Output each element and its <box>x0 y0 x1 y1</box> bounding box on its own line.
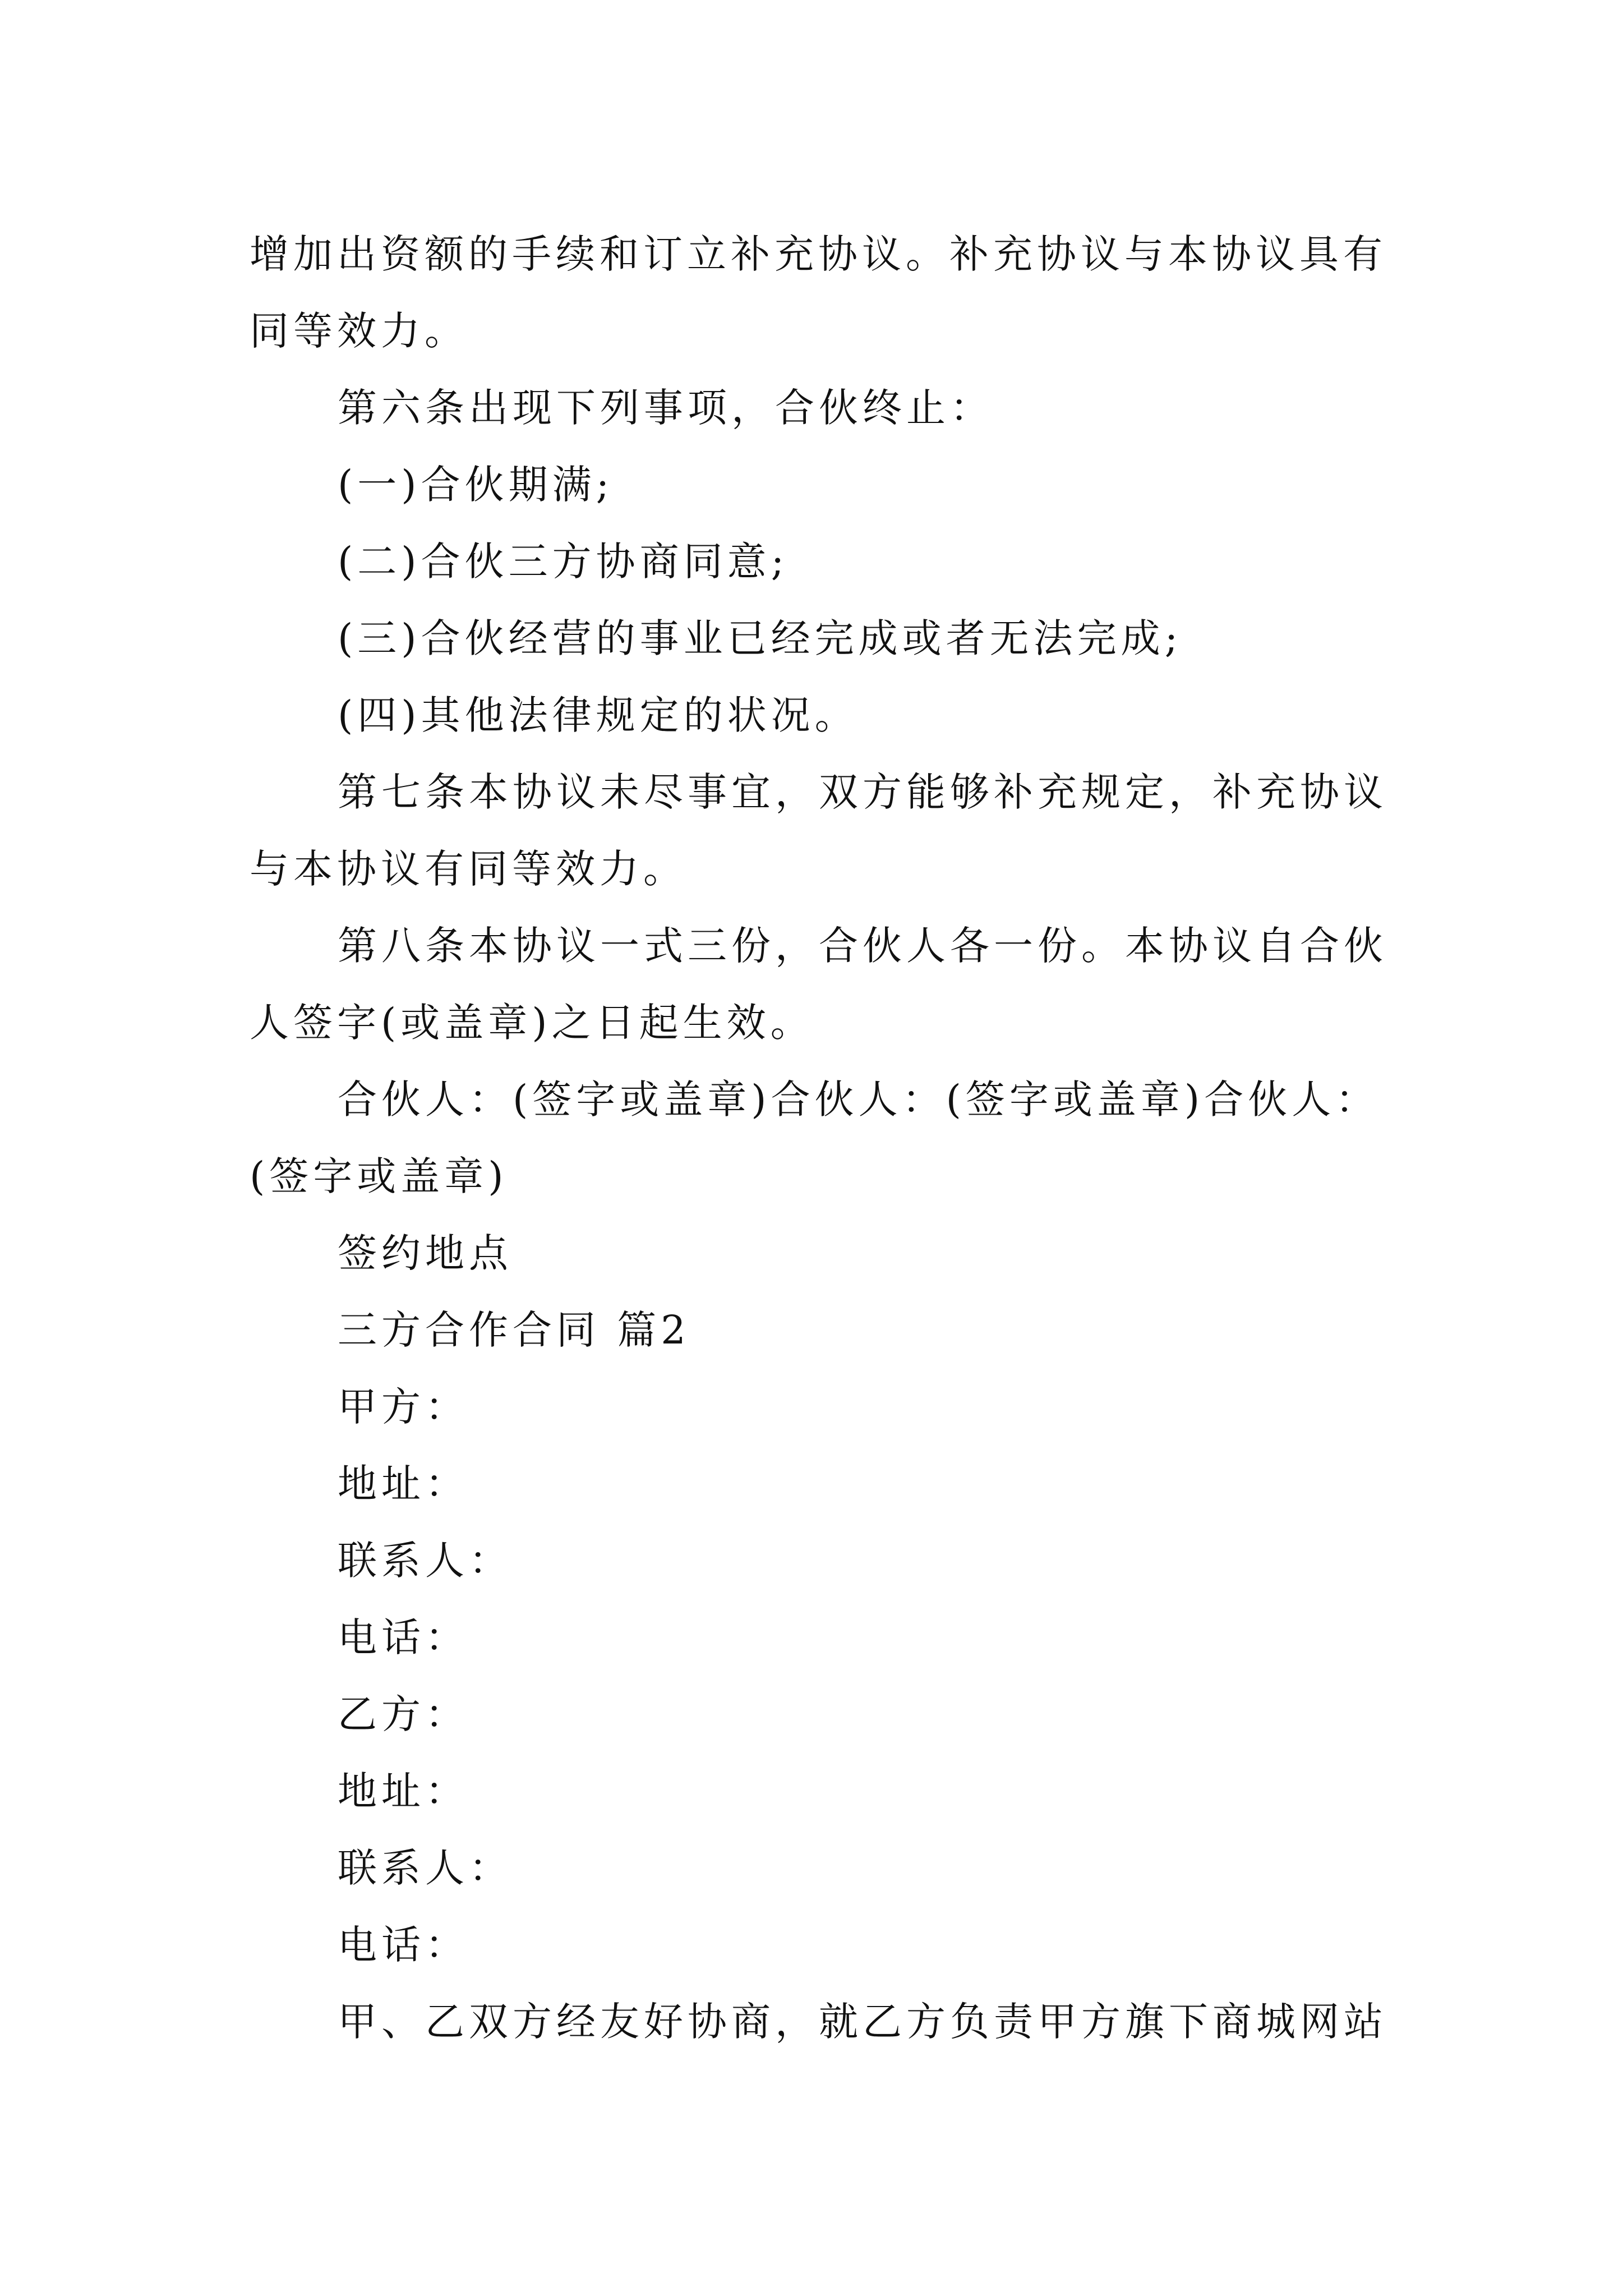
party-a-phone: 电话： <box>338 1614 469 1660</box>
document-body <box>250 216 1394 2060</box>
party-b-contact: 联系人： <box>338 1845 513 1891</box>
paragraph-article-8: 第八条本协议一式三份，合伙人各一份。本协议自合伙人签字(或盖章)之日起生效。 <box>250 923 1387 1046</box>
list-item-2: (二)合伙三方协商同意; <box>338 539 789 585</box>
paragraph-agreement-intro: 甲、乙双方经友好协商，就乙方负责甲方旗下商城网站 <box>338 1999 1387 2045</box>
party-a-label: 甲方： <box>338 1384 469 1430</box>
party-b-phone: 电话： <box>338 1922 469 1968</box>
party-b-label: 乙方： <box>338 1691 469 1737</box>
signing-place: 签约地点 <box>338 1230 513 1276</box>
paragraph-article-6: 第六条出现下列事项，合伙终止： <box>338 385 994 431</box>
list-item-4: (四)其他法律规定的状况。 <box>338 692 859 738</box>
paragraph-capital-increase: 增加出资额的手续和订立补充协议。补充协议与本协议具有同等效力。 <box>250 231 1387 354</box>
list-item-3: (三)合伙经营的事业已经完成或者无法完成; <box>338 615 1183 661</box>
paragraph-article-7: 第七条本协议未尽事宜，双方能够补充规定，补充协议与本协议有同等效力。 <box>250 769 1387 892</box>
party-a-address: 地址： <box>338 1461 469 1507</box>
list-item-1: (一)合伙期满; <box>338 462 614 508</box>
party-b-address: 地址： <box>338 1768 469 1814</box>
party-a-contact: 联系人： <box>338 1538 513 1584</box>
signature-line: 合伙人：(签字或盖章)合伙人：(签字或盖章)合伙人：(签字或盖章) <box>250 1076 1380 1199</box>
section-title: 三方合作合同 篇2 <box>338 1307 690 1353</box>
